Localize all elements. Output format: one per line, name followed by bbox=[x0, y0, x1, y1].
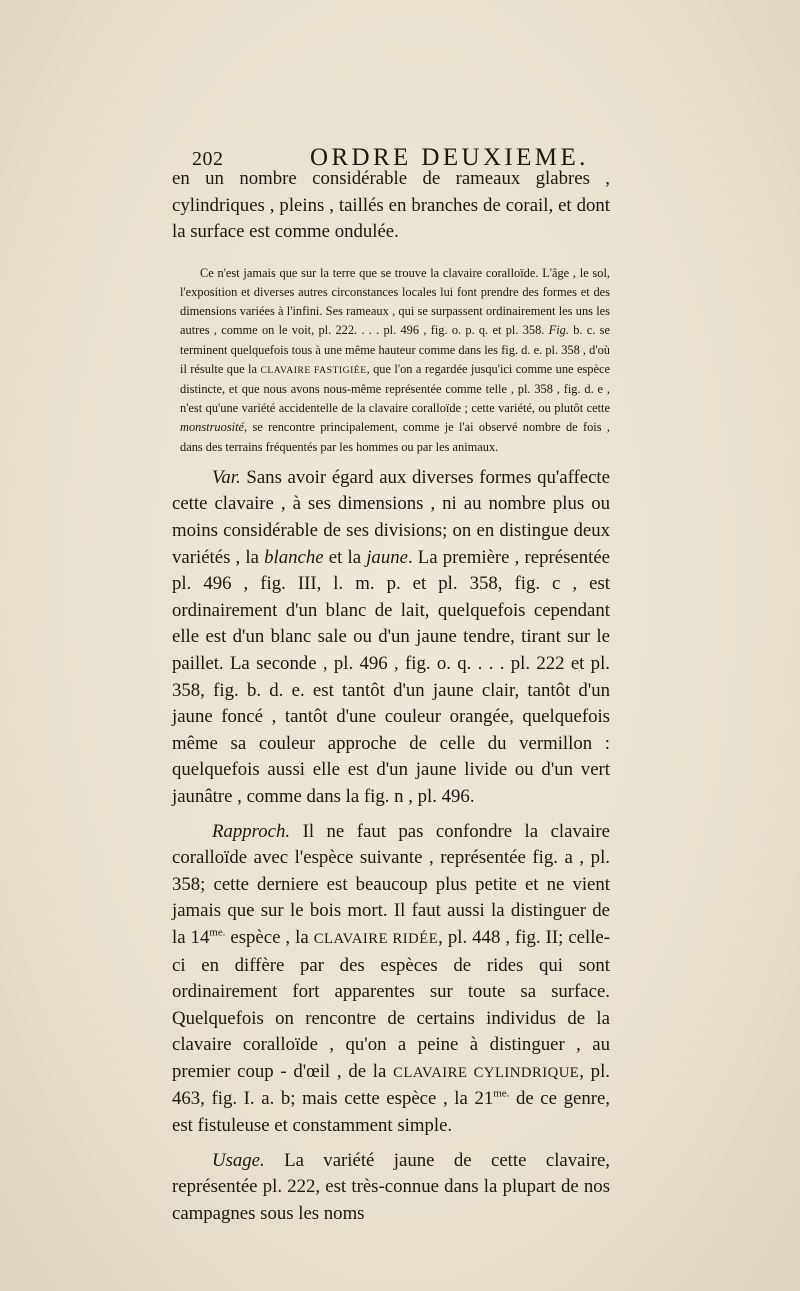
rapproch-species-name-2: CLAVAIRE CYLINDRIQUE bbox=[393, 1064, 580, 1081]
varieties-paragraph bbox=[172, 465, 610, 811]
rapproch-sup-2: me. bbox=[493, 1088, 510, 1101]
note-text-1: Ce n'est jamais que sur la terre que se trouve la clavaire coralloïde. L'âge , le sol, l'exposition et diverses autres circonstances locales lui font prendre des formes et des dimensions variées à l'infini. Ses rameaux , qui se surpassent ordinairement les uns les autres , comme on le voit, pl. 222. . . . pl. 496 , fig. o. p. q. et pl. 358. bbox=[180, 265, 610, 338]
text-block bbox=[172, 166, 610, 1227]
rapproch-species-name-1: CLAVAIRE RIDÉE bbox=[313, 930, 439, 947]
rapproch-sup-1: me. bbox=[209, 926, 226, 939]
intro-paragraph: en un nombre considérable de rameaux glabres , cylindriques , pleins , taillés en branches de corail, et dont la surface est comme ondulée. bbox=[172, 168, 610, 243]
varieties-label: Var. bbox=[212, 466, 241, 488]
page-number: 202 bbox=[192, 148, 224, 170]
rapproch-text-5: de ce genre, est fistuleuse et constamment simple. bbox=[172, 1088, 610, 1137]
usage-paragraph bbox=[172, 1148, 610, 1228]
rapproch-label: Rapproch. bbox=[212, 820, 291, 842]
varieties-and: et la bbox=[328, 546, 362, 568]
note-fig-label: Fig. bbox=[548, 323, 569, 338]
varieties-text-2: . La première , représentée pl. 496 , fig. III, l. m. p. et pl. 358, fig. c , est ordinairement d'un blanc de lait, quelquefois cependant elle est d'un blanc sale ou d'un jaune tendre, tirant sur le paillet. La seconde , pl. 496 , fig. o. q. . . . pl. 222 et pl. 358, fig. b. d. e. est tantôt d'un jaune clair, tantôt d'un jaune foncé , tantôt d'une couleur orangée, quelquefois même sa couleur approche de celle du vermillon : quelquefois aussi elle est d'un jaune livide ou d'un vert jaunâtre , comme dans la fig. n , pl. 496. bbox=[172, 546, 611, 807]
variety-yellow: jaune bbox=[366, 546, 408, 568]
rapproch-text-2: espèce , la bbox=[230, 926, 309, 948]
rapproch-paragraph bbox=[172, 819, 610, 1140]
note-text-2: b. c. se terminent quelquefois tous à une même hauteur comme dans les fig. d. e. pl. 358 , d'où il résulte que la bbox=[180, 323, 610, 376]
variety-white: blanche bbox=[264, 546, 324, 568]
rapproch-text-4: , pl. 463, fig. I. a. b; mais cette espèce , la 21 bbox=[172, 1060, 610, 1110]
note-species-name: CLAVAIRE FASTIGIÉE bbox=[260, 364, 367, 376]
running-title: ORDRE DEUXIEME. bbox=[310, 144, 589, 171]
note-paragraph bbox=[180, 264, 610, 457]
rapproch-text-1: Il ne faut pas confondre la clavaire coralloïde avec l'espèce suivante , représentée fig. a , pl. 358; cette derniere est beaucoup plus petite et ne vient jamais que sur le bois mort. Il faut aussi la distinguer de la 14 bbox=[172, 820, 610, 948]
note-text-4: , se rencontre principalement, comme je l'ai observé nombre de fois , dans des terrains fréquentés par les hommes ou par les animaux. bbox=[180, 420, 610, 454]
paragraph-gap bbox=[172, 1140, 610, 1148]
rapproch-text-3: , pl. 448 , fig. II; celle-ci en diffère par des espèces de rides qui sont ordinairement fort apparentes sur toute sa surface. Quelquefois on rencontre de certains individus de la clavaire coralloïde , qu'on a peine à distinguer , au premier coup - d'œil , de la bbox=[172, 926, 611, 1082]
note-text-3: , que l'on a regardée jusqu'ici comme une espèce distincte, et que nous avons nous-même représentée comme telle , pl. 358 , fig. d. e , n'est qu'une variété accidentelle de la clavaire coralloïde ; cette variété, ou plutôt cette bbox=[180, 361, 610, 416]
varieties-text-1: Sans avoir égard aux diverses formes qu'affecte cette clavaire , à ses dimensions , ni au nombre plus ou moins considérable de ses divisions; on en distingue deux variétés , la bbox=[172, 466, 610, 568]
paragraph-gap bbox=[172, 811, 610, 819]
usage-text: La variété jaune de cette clavaire, représentée pl. 222, est très-connue dans la plupart de nos campagnes sous les noms bbox=[172, 1149, 610, 1224]
note-italic-word: monstruosité bbox=[180, 420, 245, 435]
usage-label: Usage. bbox=[212, 1149, 265, 1171]
